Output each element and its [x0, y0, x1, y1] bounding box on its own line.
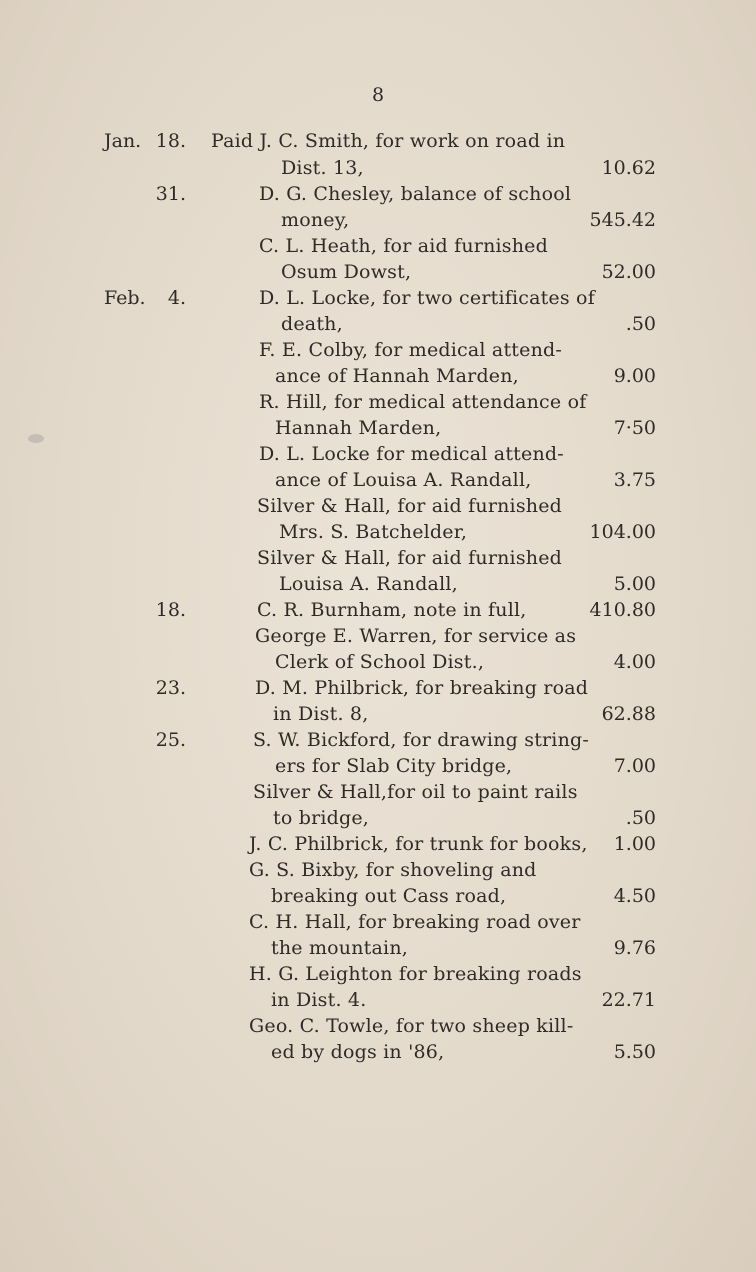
entry-amount: 22.71 — [601, 989, 656, 1011]
ledger-line — [0, 779, 756, 805]
entry-amount: 7·50 — [613, 417, 656, 439]
ledger-line — [0, 935, 756, 961]
entry-amount: 10.62 — [601, 157, 656, 179]
entry-amount: .50 — [625, 807, 656, 829]
entry-description: Osum Dowst, — [281, 261, 412, 283]
ledger-line — [0, 311, 756, 337]
ledger-line — [0, 883, 756, 909]
entry-description: D. M. Philbrick, for breaking road — [255, 677, 589, 699]
entry-amount: 5.00 — [613, 573, 656, 595]
entry-description: R. Hill, for medical attendance of — [259, 391, 587, 413]
entry-amount: 1.00 — [613, 833, 656, 855]
entry-amount: 9.76 — [613, 937, 656, 959]
entry-description: ance of Louisa A. Randall, — [275, 469, 532, 491]
ledger-line — [0, 545, 756, 571]
entry-amount: 4.50 — [613, 885, 656, 907]
entry-description: Silver & Hall, for aid furnished — [257, 547, 563, 569]
ledger-line — [0, 415, 756, 441]
entry-day: 18. — [155, 599, 186, 621]
entry-description: Dist. 13, — [281, 157, 364, 179]
ledger-line — [0, 675, 756, 701]
entry-description: Clerk of School Dist., — [275, 651, 485, 673]
ledger-line — [0, 987, 756, 1013]
entry-description: the mountain, — [271, 937, 409, 959]
ledger-line — [0, 597, 756, 623]
ledger-line — [0, 389, 756, 415]
entry-day: 23. — [155, 677, 186, 699]
entry-description: D. L. Locke, for two certificates of — [259, 287, 595, 309]
ledger-line — [0, 493, 756, 519]
entry-description: C. L. Heath, for aid furnished — [259, 235, 548, 257]
entry-description: to bridge, — [273, 807, 370, 829]
ledger-line — [0, 961, 756, 987]
entry-amount: 410.80 — [589, 599, 656, 621]
ledger-line — [0, 727, 756, 753]
entry-amount: .50 — [625, 313, 656, 335]
entry-month: Jan. — [104, 130, 142, 152]
entry-description: C. R. Burnham, note in full, — [257, 599, 527, 621]
ledger-line — [0, 571, 756, 597]
entry-description: Paid J. C. Smith, for work on road in — [211, 130, 566, 152]
ledger-line — [0, 259, 756, 285]
entry-description: Mrs. S. Batchelder, — [279, 521, 468, 543]
entry-description: death, — [281, 313, 343, 335]
entry-day: 31. — [155, 183, 186, 205]
entry-amount: 5.50 — [613, 1041, 656, 1063]
entry-description: Geo. C. Towle, for two sheep kill- — [249, 1015, 574, 1037]
entry-description: ance of Hannah Marden, — [275, 365, 519, 387]
ledger-line — [0, 753, 756, 779]
entry-amount: 545.42 — [589, 209, 656, 231]
entry-description: Louisa A. Randall, — [279, 573, 458, 595]
ledger-line — [0, 831, 756, 857]
entry-amount: 3.75 — [613, 469, 656, 491]
entry-description: breaking out Cass road, — [271, 885, 507, 907]
ledger-line — [0, 363, 756, 389]
entry-amount: 62.88 — [601, 703, 656, 725]
entry-description: F. E. Colby, for medical attend- — [259, 339, 562, 361]
entry-description: Silver & Hall, for aid furnished — [257, 495, 563, 517]
entry-description: S. W. Bickford, for drawing string- — [253, 729, 590, 751]
entry-description: H. G. Leighton for breaking roads — [249, 963, 582, 985]
ledger-line — [0, 857, 756, 883]
entry-day: 4. — [167, 287, 186, 309]
page-number: 8 — [371, 84, 385, 106]
entry-description: G. S. Bixby, for shoveling and — [249, 859, 537, 881]
entry-description: C. H. Hall, for breaking road over — [249, 911, 581, 933]
ledger-line — [0, 155, 756, 181]
ledger-line — [0, 623, 756, 649]
ledger-line — [0, 441, 756, 467]
ledger-line — [0, 337, 756, 363]
entry-amount: 9.00 — [613, 365, 656, 387]
ledger-line — [0, 1039, 756, 1065]
entry-description: ed by dogs in '86, — [271, 1041, 445, 1063]
entry-day: 25. — [155, 729, 186, 751]
entry-description: J. C. Philbrick, for trunk for books, — [249, 833, 588, 855]
ledger-line — [0, 805, 756, 831]
ledger-line — [0, 1013, 756, 1039]
entry-description: D. G. Chesley, balance of school — [259, 183, 572, 205]
ledger-line — [0, 128, 756, 154]
ledger-line — [0, 909, 756, 935]
ledger-line — [0, 467, 756, 493]
entry-description: in Dist. 8, — [273, 703, 369, 725]
ledger-line — [0, 701, 756, 727]
entry-month: Feb. — [104, 287, 146, 309]
entry-description: money, — [281, 209, 350, 231]
entry-amount: 7.00 — [613, 755, 656, 777]
ledger-line — [0, 285, 756, 311]
entry-amount: 4.00 — [613, 651, 656, 673]
entry-description: in Dist. 4. — [271, 989, 367, 1011]
ledger-line — [0, 649, 756, 675]
ledger-line — [0, 181, 756, 207]
entry-amount: 104.00 — [589, 521, 656, 543]
entry-day: 18. — [155, 130, 186, 152]
entry-description: D. L. Locke for medical attend- — [259, 443, 564, 465]
paper-blemish — [28, 434, 44, 443]
entry-description: Hannah Marden, — [275, 417, 442, 439]
ledger-line — [0, 207, 756, 233]
entry-description: George E. Warren, for service as — [255, 625, 577, 647]
entry-description: ers for Slab City bridge, — [275, 755, 513, 777]
ledger-line — [0, 233, 756, 259]
entry-amount: 52.00 — [601, 261, 656, 283]
entry-description: Silver & Hall,for oil to paint rails — [253, 781, 578, 803]
ledger-line — [0, 519, 756, 545]
